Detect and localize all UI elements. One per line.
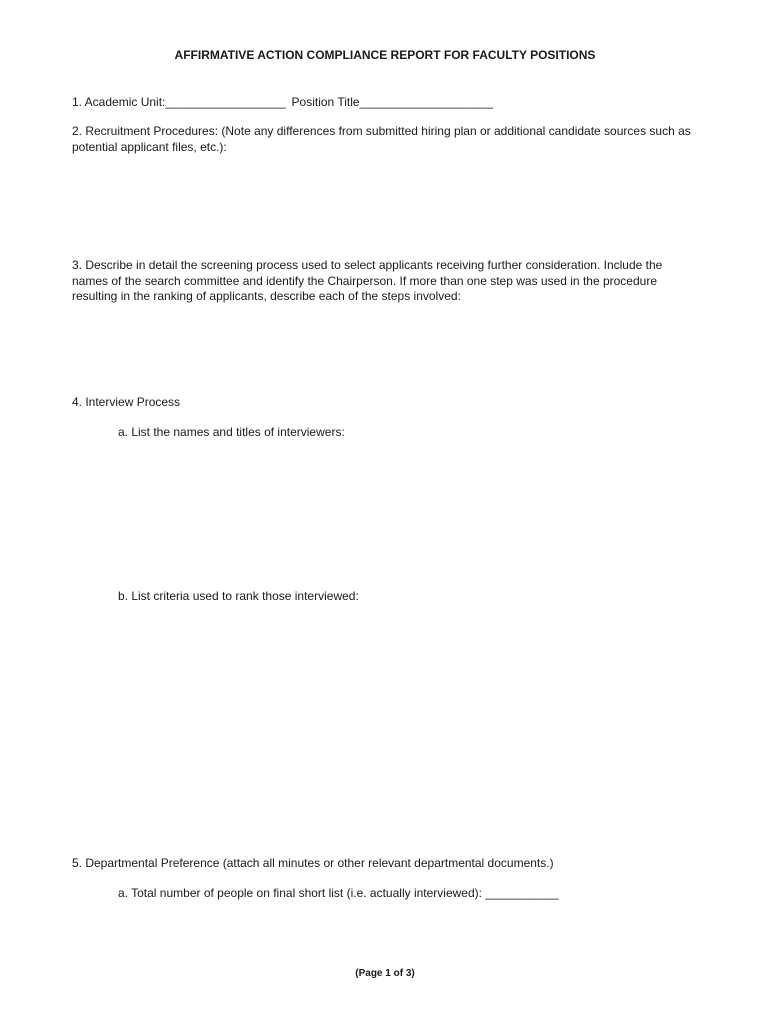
item-4b-criteria: b. List criteria used to rank those interviewed: (118, 589, 359, 603)
position-title-label: Position Title______________ (291, 95, 453, 109)
item-3-screening-process: 3. Describe in detail the screening process used to select applicants receiving further consideration. Include the names of the search committee and identify the Chairperson. If more than one step was used in the procedure resulting in the ranking of applicants, describe each of the steps involved: (72, 258, 663, 303)
item-5-heading: 5. Departmental Preference (attach all minutes or other relevant departmental documents.) (72, 856, 554, 870)
document-title: AFFIRMATIVE ACTION COMPLIANCE REPORT FOR FACULTY POSITIONS (174, 48, 596, 62)
item-2-recruitment-procedures: 2. Recruitment Procedures: (Note any differences from submitted hiring plan or additional candidate sources such as potential applicant files, etc.): (72, 124, 691, 154)
item-4-heading: 4. Interview Process (72, 395, 181, 409)
item-4a-interviewers: a. List the names and titles of interviewers: (118, 425, 345, 439)
academic-unit-label: 1. Academic Unit:__________________ (72, 95, 286, 109)
item-1-line (72, 95, 493, 111)
item-5a-short-list: a. Total number of people on final short list (i.e. actually interviewed): ___________ (118, 886, 559, 900)
page-footer: (Page 1 of 3) (355, 968, 415, 979)
position-title-blank: ______ (452, 95, 494, 109)
